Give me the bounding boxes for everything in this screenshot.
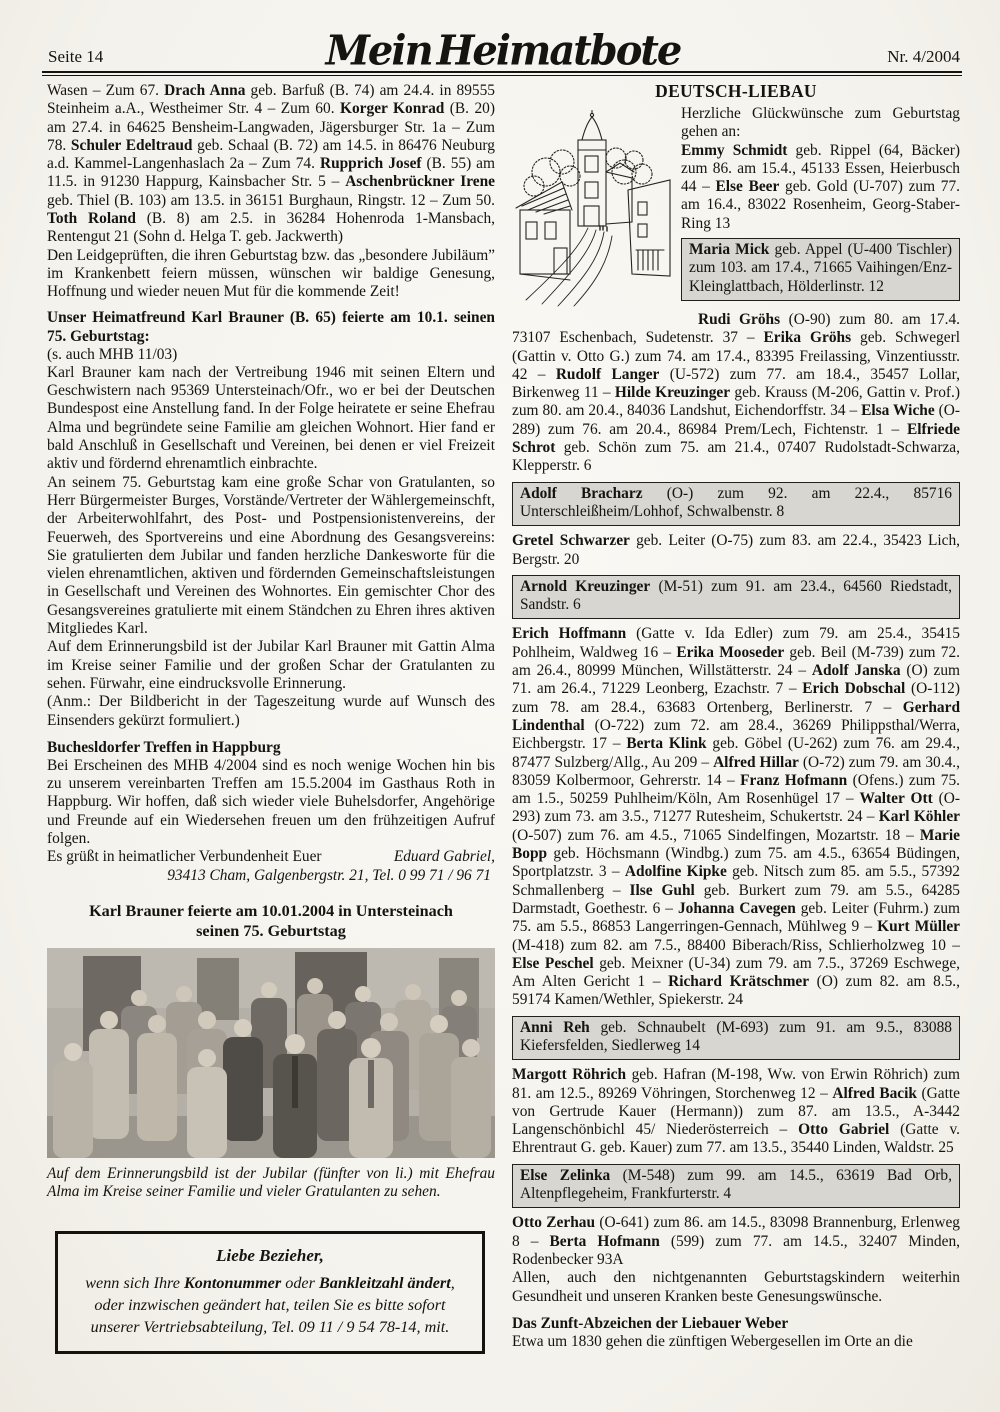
church-illustration xyxy=(512,109,674,307)
birthday-rudi-groups: Rudi Gröhs (O-90) zum 80. am 17.4. 73107 Eschenbach, Sudetenstr. 37 – Erika Gröhs geb. Schwegerl (Gattin v. Otto G.) zum 74. am 17.4., 83395 Freilassing, Vinzentiusstr. 42 – Rudolf Langer (U-572) zum 77. am 18.4., 35457 Lollar, Birkenweg 11 – Hilde Kreuzinger geb. Krauss (M-206, Gattin v. Prof.) zum 80. am 20.4., 84036 Landshut, Eichendorffstr. 34 – Elsa Wiche (O-289) zum 76. am 20.4., 86984 Prem/Lech, Fichtenstr. 1 – Elfriede Schrot geb. Schön zum 75. am 21.4., 07407 Rudolstadt-Schwarza, Klepperstr. 6 xyxy=(512,311,961,475)
right-column xyxy=(512,82,960,1351)
birthday-gretel-schwarzer: Gretel Schwarzer geb. Leiter (O-75) zum 83. am 22.4., 35423 Lich, Bergstr. 20 xyxy=(512,532,960,568)
buchesldorfer-heading: Buchesldorfer Treffen in Happburg xyxy=(47,738,281,756)
jubilee-box-arnold-kreuzinger xyxy=(512,575,960,620)
jubilee-box-else-zelinka-text: Else Zelinka (M-548) zum 99. am 14.5., 63619 Bad Orb, Altenpflegeheim, Frankfurterstr. 4 xyxy=(520,1166,952,1203)
notice-title: Liebe Bezieher, xyxy=(216,1246,324,1266)
jubilee-box-maria-mick-text: Maria Mick geb. Appel (U-400 Tischler) zum 103. am 17.4., 71665 Vaihingen/Enz-Kleinglattbach, Hölderlinstr. 12 xyxy=(689,241,952,295)
zunft-paragraph: Etwa um 1830 gehen die zünftigen Webergesellen im Orte an die xyxy=(512,1332,913,1350)
birthday-emmy-beer: Emmy Schmidt geb. Rippel (64, Bäcker) zum 86. am 15.4., 45133 Essen, Heierbusch 44 – Else Beer geb. Gold (U-707) zum 77. am 16.4., 83022 Rosenheim, Georg-Staber-Ring 13 xyxy=(681,141,961,232)
subscriber-notice xyxy=(55,1231,485,1354)
photo-heading xyxy=(47,901,495,942)
photo-caption: Auf dem Erinnerungsbild ist der Jubilar (fünfter von li.) mit Ehefrau Alma im Kreise seiner Familie und vieler Gratulanten zu sehen. xyxy=(47,1164,495,1201)
header-rule xyxy=(42,71,962,76)
group-photo-image xyxy=(47,948,495,1158)
jubilee-box-else-zelinka xyxy=(512,1164,960,1209)
region-heading: DEUTSCH-LIEBAU xyxy=(655,81,817,101)
jubilee-box-arnold-kreuzinger-text: Arnold Kreuzinger (M-51) zum 91. am 23.4., 64560 Riedstadt, Sandstr. 6 xyxy=(520,577,952,614)
karl-brauner-paragraph-3: Auf dem Erinnerungsbild ist der Jubilar Karl Brauner mit Gattin Alma im Kreise seiner Familie und der großen Schar der Gratulanten zu sehen. Fürwahr, eine eindrucksvolle Erinnerung. xyxy=(47,638,495,692)
left-column xyxy=(47,82,495,1354)
page-header xyxy=(46,18,960,75)
closing-wishes: Allen, auch den nichtgenannten Geburtstagskindern weiterhin Gesundheit und unseren Kranken beste Genesungswünsche. xyxy=(512,1269,960,1305)
birthday-list-wasen: Wasen – Zum 67. Drach Anna geb. Barfuß (B. 74) am 24.4. in 89555 Steinheim a.A., Westheimer Str. 4 – Zum 60. Korger Konrad (B. 20) am 27.4. in 64625 Bensheim-Langwaden, Jägersburger Str. 1a – Zum 78. Schuler Edeltraud geb. Schaal (B. 72) am 14.5. in 86476 Neuburg a.d. Kammel-Langenhaslach 2a – Zum 74. Rupprich Josef (B. 55) am 11.5. in 91230 Happurg, Kainsbacher Str. 5 – Aschenbrückner Irene geb. Thiel (B. 103) am 13.5. in 36151 Burghaun, Ringstr. 12 – Zum 50. Toth Roland (B. 8) am 2.5. in 36284 Hohenroda 1-Mansbach, Rentengut 21 (Sohn d. Helga T. geb. Jackwerth) xyxy=(47,82,496,246)
greetings-intro: Herzliche Glückwünsche zum Geburtstag gehen an: xyxy=(681,105,960,141)
page-body xyxy=(47,82,960,1354)
jubilee-box-adolf-bracharz xyxy=(512,482,960,527)
karl-brauner-heading: Unser Heimatfreund Karl Brauner (B. 65) feierte am 10.1. seinen 75. Geburtstag: xyxy=(47,308,495,345)
notice-line-2: wenn sich Ihre Kontonummer oder Bankleitzahl ändert, xyxy=(85,1274,455,1293)
jubilee-box-adolf-bracharz-text: Adolf Bracharz (O-) zum 92. am 22.4., 85716 Unterschleißheim/Lohhof, Schwalbenstr. 8 xyxy=(520,484,952,520)
group-photo xyxy=(47,948,495,1158)
zunft-heading: Das Zunft-Abzeichen der Liebauer Weber xyxy=(512,1314,789,1332)
buchesldorfer-paragraph: Bei Erscheinen des MHB 4/2004 sind es noch wenige Wochen hin bis zu unserem vereinbarten Treffen am 15.5.2004 im Gasthaus Roth in Happburg. Wir hoffen, daß sich wieder viele Buhelsdorfer, Angehörige und Freunde auf ein Wiedersehen freuen um den frühzeitigen Aufruf folgen. xyxy=(47,756,495,847)
jubilee-box-anni-reh xyxy=(512,1016,960,1061)
karl-brauner-paragraph-1: Karl Brauner kam nach der Vertreibung 1946 mit seinen Eltern und Geschwistern nach 95369 Untersteinach/Ofr., wo er bei der Deutschen Bundespost eine Anstellung fand. In der Folge heiratete er seine Ehefrau Alma und begründete seine Familie am gleichen Wohnort. Hier fand er bald Anschluß in Gesellschaft und Vereinen, bei denen er viel Freizeit aktiv und fördernd ehrenamtlich einbrachte. xyxy=(47,363,495,473)
signature-row xyxy=(47,848,495,866)
notice-line-3: oder inzwischen geändert hat, teilen Sie es bitte sofort xyxy=(94,1296,446,1315)
jubilee-box-maria-mick xyxy=(681,238,960,301)
birthday-list-main: Erich Hoffmann (Gatte v. Ida Edler) zum 79. am 25.4., 35415 Pohlheim, Waldweg 16 – Erika Mooseder geb. Beil (M-739) zum 72. am 26.4., 80999 München, Willstätterstr. 24 – Adolf Janska (O) zum 71. am 26.4., 71229 Leonberg, Ezachstr. 7 – Erich Dobschal (O-112) zum 78. am 28.4., 63683 Ortenberg, Berlinerstr. 7 – Gerhard Lindenthal (O-722) zum 72. am 28.4., 36269 Philippsthal/Werra, Eichbergstr. 17 – Berta Klink geb. Göbel (U-262) zum 76. am 29.4., 87477 Sulzberg/Allg., Au 209 – Alfred Hillar (O-72) zum 79. am 30.4., 83059 Kolbermoor, Gehrerstr. 14 – Franz Hofmann (Ofens.) zum 75. am 1.5., 50259 Puhlheim/Köln, Am Rosenhügel 17 – Walter Ott (O-293) zum 73. am 3.5., 71277 Rutesheim, Schukertstr. 24 – Karl Köhler (O-507) zum 76. am 4.5., 71065 Sindelfingen, Mozartstr. 18 – Marie Bopp geb. Höchsmann (Windbg.) zum 75. am 4.5., 63654 Büdingen, Sportplatzstr. 3 – Adolfine Kipke geb. Nitsch zum 85. am 5.5., 57392 Schmallenberg – Ilse Guhl geb. Burkert zum 79. am 5.5., 64285 Darmstadt, Goethestr. 6 – Johanna Cavegen geb. Leiter (Fuhrm.) zum 75. am 5.5., 86853 Langerringen-Gennach, Mühlweg 9 – Kurt Müller (M-418) zum 82. am 7.5., 88400 Biberach/Riss, Schlierholzweg 10 – Else Peschel geb. Meixner (U-34) zum 79. am 7.5., 37269 Eschwege, Am Alten Gericht 1 – Richard Krätschmer (O) zum 82. am 8.5., 59174 Kamen/Wethler, Spiekerstr. 24 xyxy=(512,625,961,1009)
signature-greeting: Es grüßt in heimatlicher Verbundenheit Euer xyxy=(47,848,322,866)
church-sketch xyxy=(512,109,674,307)
photo-heading-line-1: Karl Brauner feierte am 10.01.2004 in Untersteinach xyxy=(89,901,453,920)
masthead-logo: Mein Heimatbote xyxy=(325,26,681,75)
birthday-otto-zerhau: Otto Zerhau (O-641) zum 86. am 14.5., 83098 Brannenburg, Erlenweg 8 – Berta Hofmann (599) zum 77. am 14.5., 32407 Minden, Rodenbecker 93A xyxy=(512,1214,961,1268)
signature-address: 93413 Cham, Galgenbergstr. 21, Tel. 0 99 71 / 96 71 xyxy=(167,866,491,884)
get-well-note: Den Leidgeprüften, die ihren Geburtstag bzw. das „besondere Jubiläum” im Krankenbett feiern müssen, wünschen wir baldige Genesung, Hoffnung und wieder neuen Mut für die kommende Zeit! xyxy=(47,246,495,301)
signature-name: Eduard Gabriel, xyxy=(393,848,495,866)
notice-line-4: unserer Vertriebsabteilung, Tel. 09 11 / 9 54 78-14, mit. xyxy=(90,1318,450,1337)
karl-brauner-paragraph-2: An seinem 75. Geburtstag kam eine große Schar von Gratulanten, so Herr Bürgermeister Burges, Vorstände/Vertreter der Wählergemeinschft, der Arbeiterwohlfahrt, des Post- und Postpensionistenvereins, der Feuerweh, des Sportvereins und eine Abordnung des Gesangsvereins: Sie gratulierten dem Jubilar und fanden herzliche Dankesworte für die vielen ehrenamtlichen, aktiven und fördernden Gemeinschaftsleistungen in Gesellschaft und Vereinen des Wohnortes. Ein gemischter Chor des Gesangsvereines gratulierte mit einem Ständchen zu Ehren ihres aktiven Mitgliedes Karl. xyxy=(47,473,495,638)
photo-heading-line-2: seinen 75. Geburtstag xyxy=(196,922,346,941)
birthday-margott-group: Margott Röhrich geb. Hafran (M-198, Ww. von Erwin Röhrich) zum 81. am 12.5., 89269 Vöhringen, Storchenweg 12 – Alfred Bacik (Gatte von Gertrude Kauer (Hermann)) zum 87. am 13.5., A-3442 Langenschönbichl 45/ Niederösterreich – Otto Gabriel (Gatte v. Ehrentraut G. geb. Kauer) zum 77. am 13.5., 35440 Linden, Waldstr. 25 xyxy=(512,1066,960,1157)
jubilee-box-anni-reh-text: Anni Reh geb. Schnaubelt (M-693) zum 91. am 9.5., 83088 Kiefersfelden, Siedlerweg 14 xyxy=(520,1018,952,1054)
issue-number: Nr. 4/2004 xyxy=(887,47,960,66)
mhb-reference: (s. auch MHB 11/03) xyxy=(47,345,178,363)
page-number: Seite 14 xyxy=(48,47,104,66)
editor-note: (Anm.: Der Bildbericht in der Tageszeitung wurde auf Wunsch des Einsenders gekürzt formuliert.) xyxy=(47,693,495,729)
